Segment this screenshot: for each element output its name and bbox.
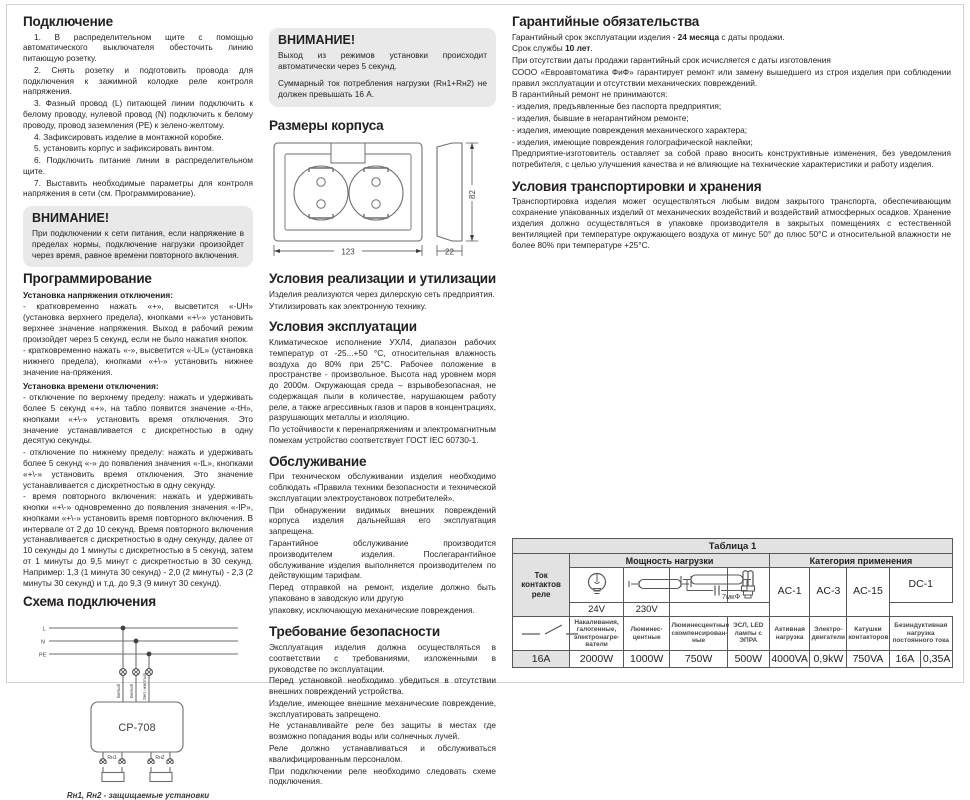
table-value-compensated: 750W bbox=[670, 651, 727, 668]
column-middle bbox=[261, 14, 504, 787]
enclosure-dimensions-svg bbox=[269, 137, 497, 259]
warranty-manufacturer: СООО «Евроавтоматика ФиФ» гарантирует ремонт или замену вышедшего из строя изделия при соблюдении правил эксплуатации и отсутствии механических повреждений. bbox=[512, 66, 951, 88]
fluorescent-tube-icon bbox=[623, 568, 670, 603]
disposal-text-1: Изделия реализуются через дилерскую сеть предприятия. bbox=[269, 288, 495, 299]
wiring-diagram-figure bbox=[23, 614, 253, 800]
three-column-layout bbox=[7, 5, 963, 800]
transport-storage-text: Транспортировка изделия может осуществляться любым видом закрытого транспорта, обеспечивающим сохранение упакованных изделий от механических воздействий и воздействий атмосферных осадков. Хранение изделия должно осуществляться в упаковке производителя в закрытых помещениях с естественной вентиляцией при температуре окружающего воздуха от минус 50° до плюс 50°C и относительной влажности не более 80% при температуре +25°C. bbox=[512, 196, 951, 250]
attention-heading-middle: ВНИМАНИЕ! bbox=[278, 33, 355, 47]
safety-text-1: Эксплуатация изделия должна осуществляться в соответствии с требованиями, изложенными в руководстве по эксплуатации. bbox=[269, 641, 496, 674]
table-header-dc1: DC-1 bbox=[889, 568, 952, 603]
load-label-rn2: Rн2 bbox=[155, 754, 165, 761]
service-life-suffix: . bbox=[590, 43, 593, 54]
table-value-ac3: 0,9kW bbox=[810, 651, 847, 668]
table-desc-motors: Электро-двигатели bbox=[810, 617, 847, 651]
table-value-contact-current: 16A bbox=[513, 651, 570, 668]
enclosure-dimensions-figure bbox=[269, 137, 496, 264]
table-header-ac15: AC-15 bbox=[847, 568, 889, 617]
warranty-exclusions-heading: В гарантийный ремонт не принимаются: bbox=[512, 89, 668, 100]
line-label-PE: PE bbox=[39, 652, 47, 659]
operating-conditions-standards: По устойчивости к перенапряжениям и электромагнитным помехам устройство соответствует ГОСТ IEC 60730-1. bbox=[269, 424, 496, 446]
service-text-4: Перед отправкой на ремонт, изделие должно быть упаковано в заводскую или другую bbox=[269, 582, 496, 603]
wiring-diagram-svg bbox=[23, 614, 253, 764]
wire-label-white-1: Белый bbox=[116, 683, 121, 698]
compensated-fluorescent-icon bbox=[670, 568, 741, 603]
connection-step-3: 3. Фазный провод (L) питающей линии подключить к белому проводу, нулевой провод (N) подключить к белому проводу, провод заземления (PE) к зелено-желтому. bbox=[23, 98, 253, 130]
column-right bbox=[504, 14, 957, 678]
dimension-height: 82 bbox=[468, 190, 477, 200]
section-heading-service: Обслуживание bbox=[269, 453, 367, 469]
section-heading-transport-storage: Условия транспортировки и хранения bbox=[512, 178, 762, 194]
section-heading-operating-conditions: Условия эксплуатации bbox=[269, 319, 417, 335]
warranty-period-suffix: с даты продажи. bbox=[719, 31, 785, 42]
warranty-changes-notice: Предприятие-изготовитель оставляет за собой право вносить конструктивные изменения, без уведомления потребителя, с целью улучшения качества и не влияющие на технические характеристики и работу изделия. bbox=[512, 148, 951, 170]
table-desc-cfl-led: ЭСЛ, LED лампы с ЭПРА bbox=[727, 617, 769, 651]
table-header-ac3: AC-3 bbox=[810, 568, 847, 617]
section-heading-wiring-diagram: Схема подключения bbox=[23, 594, 156, 610]
warranty-exclusion-2: - изделия, бывшие в негарантийном ремонте; bbox=[512, 112, 689, 123]
service-life-value: 10 лет bbox=[565, 43, 591, 54]
operating-conditions-climate: Климатическое исполнение УХЛ4, диапазон рабочих температур от -25...+50 °C, относительная влажность воздуха до 80% при 25°C. Рабочее положение в пространстве - произвольное. Высота над уровнем моря до 2000м. Окружающая среда – взрывобезопасная, не содержащая пыли в количестве, нарушающем работу реле, а также агрессивных газов и паров в концентрациях, разрушающих металлы и изоляцию. bbox=[269, 336, 496, 423]
warranty-period-value: 24 месяца bbox=[677, 31, 720, 42]
section-heading-disposal: Условия реализации и утилизации bbox=[269, 271, 496, 287]
enclosure-side-outline bbox=[437, 143, 462, 241]
datasheet-page bbox=[6, 4, 964, 800]
socket-outlet-right bbox=[349, 166, 403, 220]
connection-step-2: 2. Снять розетку и подготовить провода для подключения к зажимной колодке реле контроля напряжения. bbox=[23, 64, 253, 97]
table-desc-resistive: Активная нагрузка bbox=[769, 617, 809, 651]
programming-time-upper: - отключение по верхнему пределу: нажать и удерживать более 5 секунд «+», на табло появится значение «-tH», кнопками «+\-» установить время отключения. Это значение устанавливается с дискретностью в одну десятую секунды. bbox=[23, 392, 253, 446]
table-group-power: Мощность нагрузки bbox=[570, 554, 770, 568]
dimension-depth: 22 bbox=[445, 247, 454, 257]
socket-outlet-left bbox=[294, 166, 348, 220]
table-values-row bbox=[513, 651, 953, 668]
table-value-cfl-led: 500W bbox=[727, 651, 769, 668]
service-text-1: При техническом обслуживании изделия необходимо соблюдать «Правила техники безопасности и технической эксплуатации электроустановок потребителей». bbox=[269, 471, 496, 503]
table-value-ac1: 4000VA bbox=[769, 651, 809, 668]
programming-time-lower: - отключение по нижнему пределу: нажать и удерживать более 5 секунд «-» до появления значения «-tL», кнопками «+\-» установить время отключения. Это значение устанавливается с дискретностью в одну секунду. bbox=[23, 447, 253, 490]
wire-label-white-2: Белый bbox=[129, 683, 134, 698]
safety-text-6: При подключении реле необходимо следовать схеме подключения. bbox=[269, 765, 496, 787]
attention-box-left bbox=[23, 206, 253, 267]
safety-text-4: Не устанавливайте реле без защиты в местах где возможно попадания воды или солнечных лучей. bbox=[269, 720, 496, 742]
connection-step-4: 4. Зафиксировать изделие в монтажной коробке. bbox=[34, 131, 224, 142]
table-caption-row bbox=[513, 539, 953, 554]
table-header-dc-230v: 230V bbox=[623, 603, 670, 617]
disposal-text-2: Утилизировать как электронную технику. bbox=[269, 300, 427, 311]
programming-subheading-time: Установка времени отключения: bbox=[23, 380, 159, 391]
device-label-cp708: CP-708 bbox=[118, 721, 156, 734]
column-left bbox=[13, 14, 261, 800]
connection-step-5: 5. установить корпус и зафиксировать винтом. bbox=[34, 143, 215, 154]
table-group-category: Категория применения bbox=[769, 554, 952, 568]
service-text-3: Гарантийное обслуживание производится производителем изделия. Послегарантийное обслуживание изделия выполняется производителем по действующим тарифам. bbox=[269, 538, 496, 581]
connection-step-7: 7. Выставить необходимые параметры для контроля напряжения в сети (см. Программирование). bbox=[23, 177, 253, 199]
attention-box-middle bbox=[269, 28, 496, 107]
attention-heading-left: ВНИМАНИЕ! bbox=[32, 211, 109, 226]
table-header-ac1: AC-1 bbox=[769, 568, 809, 617]
safety-text-2: Перед установкой необходимо убедиться в отсутствии внешних повреждений устройства. bbox=[269, 675, 496, 697]
capacitor-value-label: 7мкФ bbox=[722, 592, 741, 601]
table-description-row bbox=[513, 617, 953, 651]
attention-text-total-current: Суммарный ток потребления нагрузки (Rн1+Rн2) не должен превышать 16 А. bbox=[278, 78, 487, 100]
table-value-ac15: 750VA bbox=[847, 651, 889, 668]
programming-subheading-voltage: Установка напряжения отключения: bbox=[23, 289, 174, 300]
table-caption: Таблица 1 bbox=[513, 539, 953, 554]
table-desc-fluorescent: Люминес-центные bbox=[623, 617, 670, 651]
service-life-prefix: Срок службы bbox=[512, 43, 566, 54]
table-header-contact-current: Ток контактов реле bbox=[513, 554, 570, 617]
table-value-fluorescent: 1000W bbox=[623, 651, 670, 668]
attention-text-auto-exit: Выход из режимов установки происходит автоматически через 5 секунд. bbox=[278, 49, 487, 71]
section-heading-safety: Требование безопасности bbox=[269, 624, 440, 640]
line-label-L: L bbox=[43, 626, 47, 633]
safety-text-5: Реле должно устанавливаться и обслуживаться квалифицированным персоналом. bbox=[269, 743, 496, 764]
programming-restart-time: - время повторного включения: нажать и удерживать кнопки «+\-» одновременно до появления значения «-IP», кнопками «+\-» установить время повторного включения. В интервале от 2 до 10 секунд. Время повторного включения устанавливается с дискретностью в одну секунду, далее от 10 секунды до 1 минуты с дискретностью в 5 секунд, затем от 1 минуты до 9,5 минут с дискретностью в 30 секунд. Например: 1,3 (1 минута 30 секунд) - 2,0 (2 минуты) - 2,3 (2 минуты 30 секунд) и т.д. до 9,3 (9 минут 30 секунд). bbox=[23, 491, 253, 588]
warranty-period bbox=[512, 32, 951, 43]
incandescent-lamp-icon bbox=[570, 568, 624, 603]
warranty-period-prefix: Гарантийный срок эксплуатации изделия - bbox=[512, 31, 678, 42]
connection-step-1: 1. В распределительном щите с помощью автоматического выключателя обесточить линию питающую розетку. bbox=[23, 31, 253, 64]
table-header-dc-24v: 24V bbox=[570, 603, 624, 617]
section-heading-warranty: Гарантийные обязательства bbox=[512, 14, 700, 29]
connection-step-6: 6. Подключить питание линии в распределительном щите. bbox=[23, 155, 253, 176]
safety-text-3: Изделие, имеющее внешние механические повреждение, эксплуатировать запрещено. bbox=[269, 697, 496, 719]
table-value-incandescent: 2000W bbox=[570, 651, 624, 668]
load-ratings-table bbox=[512, 538, 953, 668]
warranty-exclusion-1: - изделия, предъявленные без паспорта предприятия; bbox=[512, 101, 722, 112]
warranty-no-date: При отсутствии даты продажи гарантийный срок исчисляется с даты изготовления bbox=[512, 55, 831, 66]
table-desc-compensated: Люминесцентные скомпенсирован-ные bbox=[670, 617, 727, 651]
wire-label-green-yellow: Зел.-желтый bbox=[142, 673, 147, 700]
table-value-dc-230v: 0,35A bbox=[921, 651, 953, 668]
programming-upper-limit: - кратковременно нажать «+», высветится «-UH» (установка верхнего предела), кнопками «+\-» установить верхнее значение напряжения. Выход в рабочий режим произойдет через 5 секунд, если не было нажатия кнопок. bbox=[23, 301, 253, 344]
wiring-diagram-caption: Rн1, Rн2 - защищаемые установки bbox=[66, 790, 210, 800]
relay-contact-symbol bbox=[513, 617, 570, 651]
section-heading-connection: Подключение bbox=[23, 14, 113, 29]
table-1-wrapper bbox=[512, 538, 953, 668]
load-label-rn1: Rн1 bbox=[107, 754, 117, 761]
section-heading-dimensions: Размеры корпуса bbox=[269, 117, 384, 133]
table-symbol-row bbox=[513, 568, 953, 603]
table-desc-incandescent: Накаливания, галогенные, электронагре-ватели bbox=[570, 617, 624, 651]
warranty-exclusion-4: - изделия, имеющие повреждения голографической наклейки; bbox=[512, 136, 753, 147]
table-desc-contactor-coils: Катушки контакторов bbox=[847, 617, 889, 651]
dimension-width: 123 bbox=[341, 247, 355, 257]
programming-lower-limit: - кратковременно нажать «-», высветится «-UL» (установка нижнего предела), кнопками «+\-» установить нижнее значение на-пряжения. bbox=[23, 345, 253, 378]
table-value-dc-24v: 16A bbox=[889, 651, 921, 668]
attention-text-left: При подключении к сети питания, если напряжение в пределах нормы, подключение нагрузки произойдет через время, равное времени повторного включения. bbox=[32, 227, 244, 260]
table-group-row bbox=[513, 554, 953, 568]
warranty-exclusion-3: - изделия, имеющие повреждения механического характера; bbox=[512, 124, 747, 135]
line-label-N: N bbox=[41, 639, 45, 646]
section-heading-programming: Программирование bbox=[23, 271, 152, 287]
table-desc-dc-noninductive: Безиндуктивная нагрузка постоянного тока bbox=[889, 617, 952, 651]
wiring-diagram-loads-svg bbox=[23, 767, 253, 789]
service-life bbox=[512, 43, 951, 54]
service-text-5: упаковку, исключающую механические повреждения. bbox=[269, 604, 475, 615]
service-text-2: При обнаружении видимых внешних повреждений корпуса изделия дальнейшая его эксплуатация запрещена. bbox=[269, 504, 496, 537]
